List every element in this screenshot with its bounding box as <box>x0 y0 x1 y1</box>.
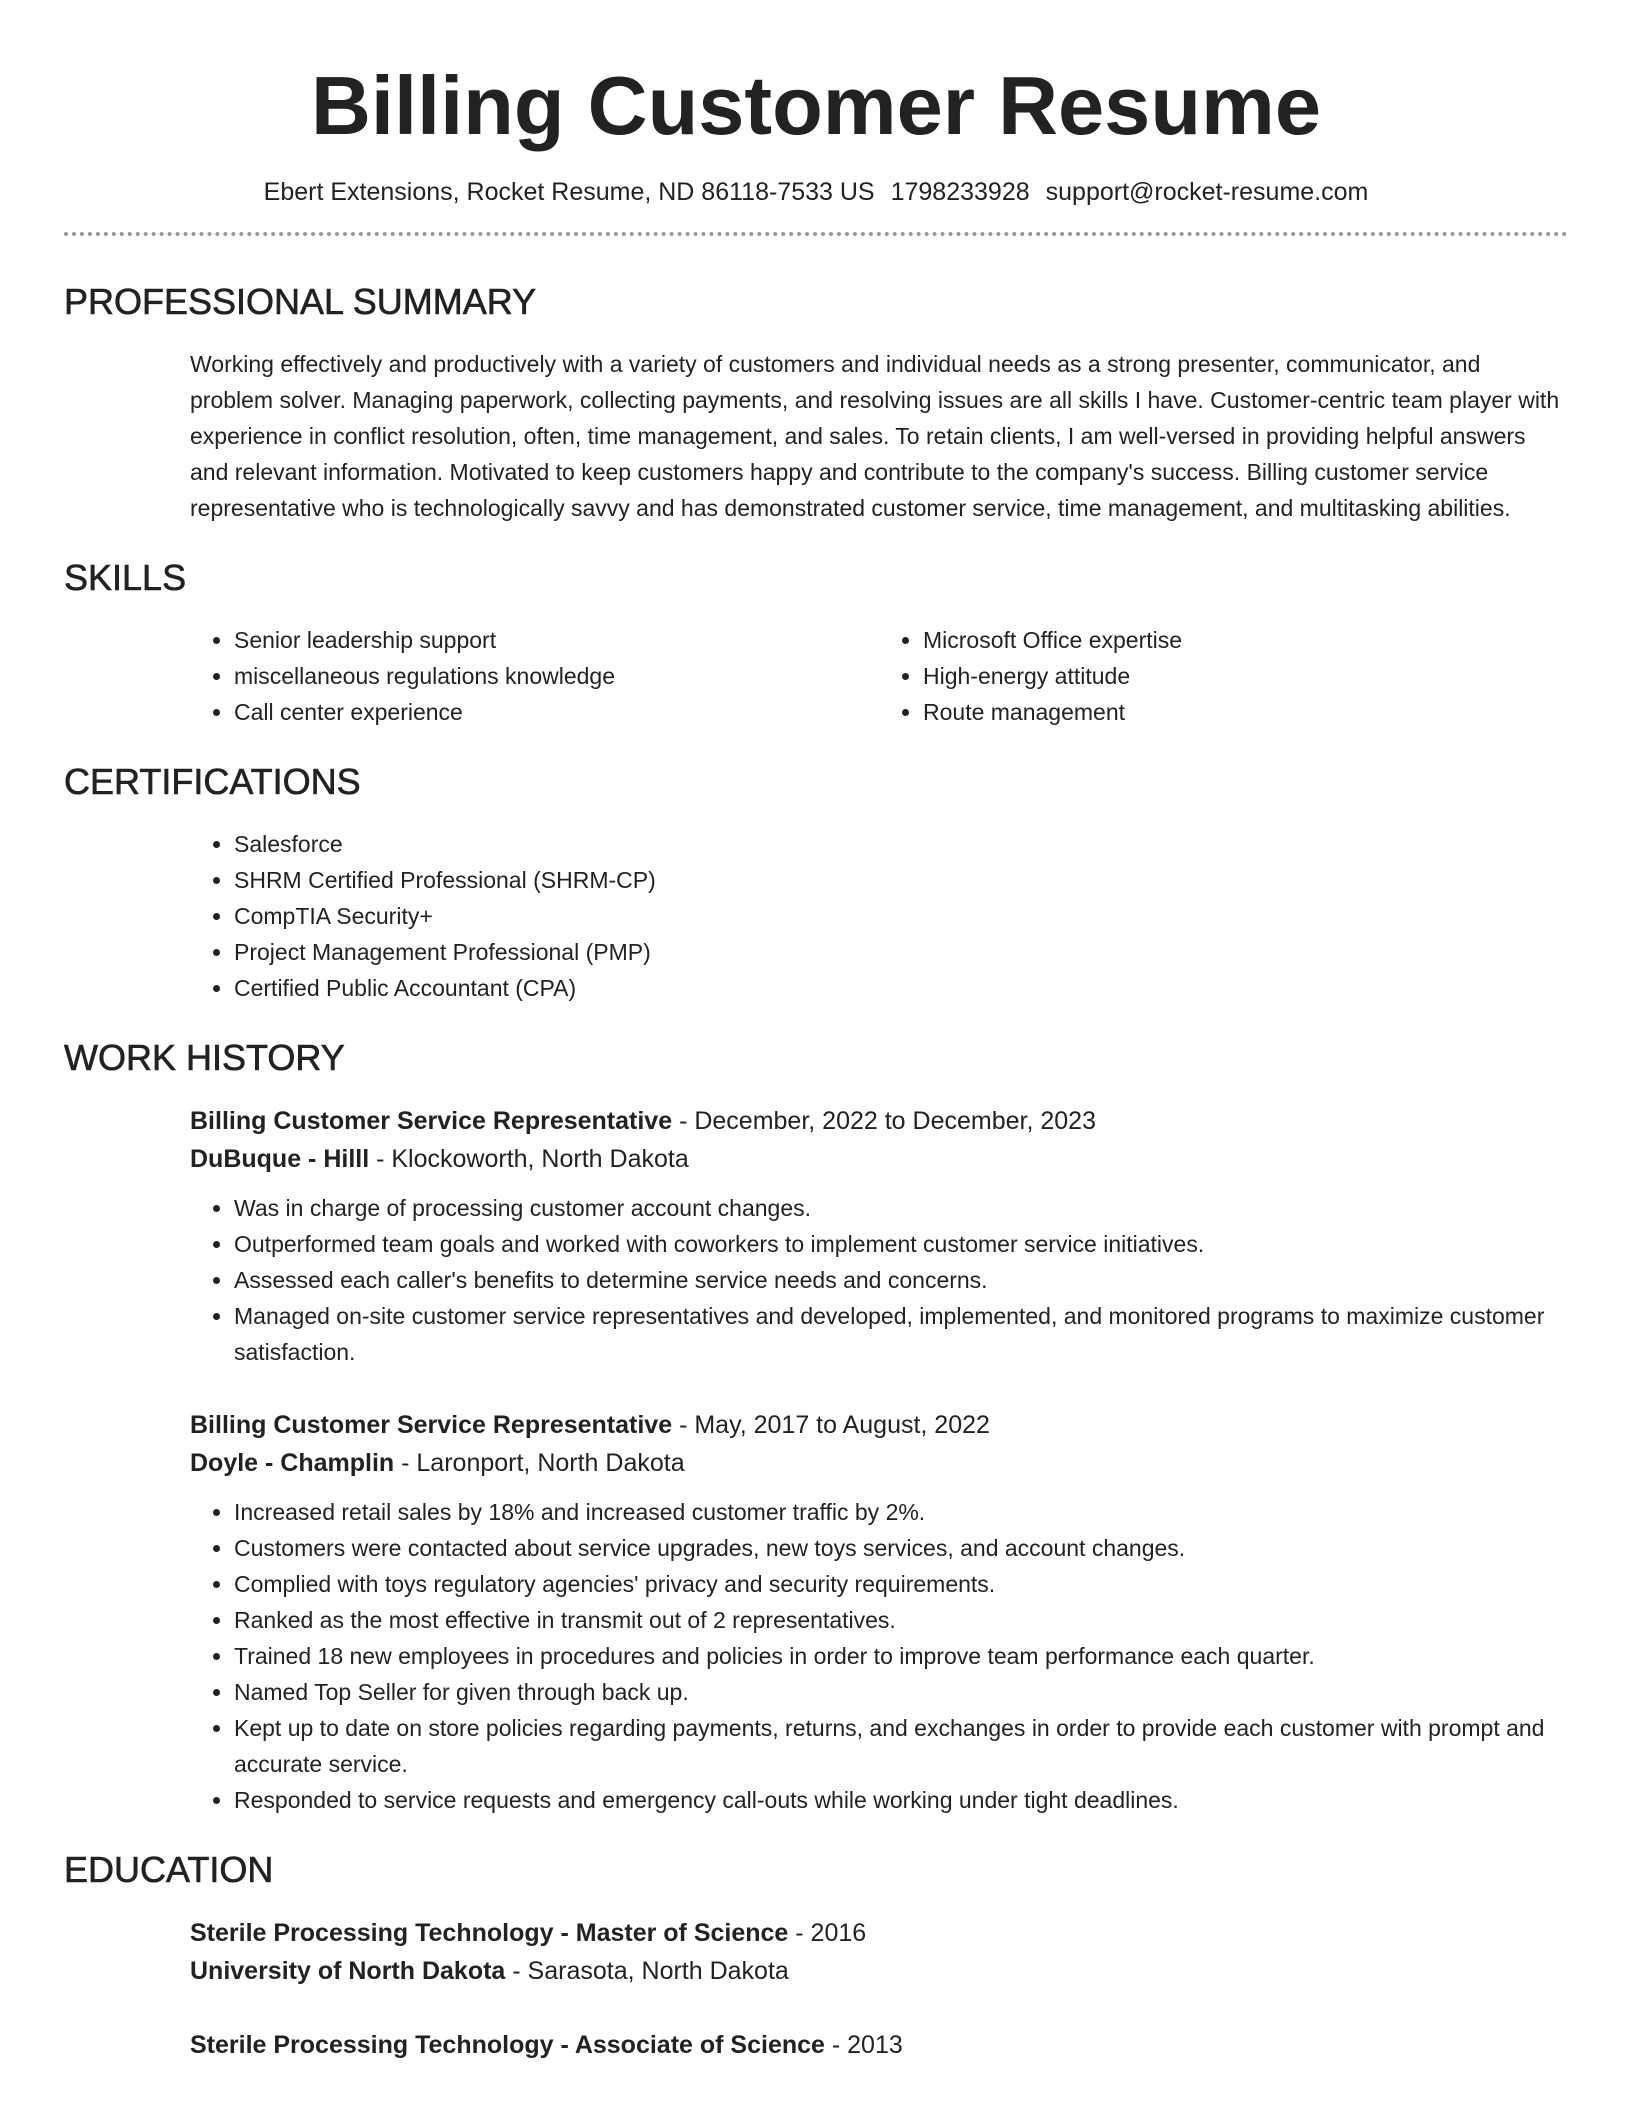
skills-columns <box>190 622 1568 730</box>
skill-item: • Microsoft Office expertise <box>923 622 1568 658</box>
education-degree-line <box>190 1914 1568 1952</box>
certification-item: • SHRM Certified Professional (SHRM-CP) <box>234 862 1568 898</box>
certification-item: • Project Management Professional (PMP) <box>234 934 1568 970</box>
job-bullet: • Kept up to date on store policies regarding payments, returns, and exchanges in order to provide each customer with prompt and accurate service. <box>234 1710 1568 1782</box>
skill-item: • miscellaneous regulations knowledge <box>234 658 879 694</box>
education-location: - Sarasota, North Dakota <box>505 1957 789 1985</box>
work-history-section <box>64 1036 1568 1818</box>
education-year: - 2016 <box>788 1919 867 1947</box>
job-dates: - May, 2017 to August, 2022 <box>672 1411 990 1439</box>
skills-list-right <box>879 622 1568 730</box>
job-bullet: • Trained 18 new employees in procedures and policies in order to improve team performance each quarter. <box>234 1638 1568 1674</box>
resume-title: Billing Customer Resume <box>310 59 1322 152</box>
job-bullet: • Managed on-site customer service representatives and developed, implemented, and monitored programs to maximize customer satisfaction. <box>234 1298 1568 1370</box>
education-year: - 2013 <box>824 2031 903 2059</box>
job-title: Billing Customer Service Representative <box>190 1411 673 1439</box>
contact-phone: 1798233928 <box>890 178 1030 206</box>
job-title-line <box>190 1102 1568 1140</box>
job-title: Billing Customer Service Representative <box>190 1107 673 1135</box>
skill-item: • Route management <box>923 694 1568 730</box>
job-bullet: • Named Top Seller for given through back up. <box>234 1674 1568 1710</box>
education-degree: Sterile Processing Technology - Associate of Science <box>190 2031 825 2059</box>
education-entry <box>190 2026 1568 2064</box>
summary-section <box>64 280 1568 526</box>
job-dates: - December, 2022 to December, 2023 <box>672 1107 1096 1135</box>
job-company-line <box>190 1140 1568 1178</box>
job-bullets <box>190 1190 1568 1370</box>
job-location: - Klockoworth, North Dakota <box>369 1145 689 1173</box>
summary-text: Working effectively and productively with a variety of customers and individual needs as a strong presenter, communicator, and problem solver. Managing paperwork, collecting payments, and resolving issues are all skills I have. Customer-centric team player with experience in conflict resolution, often, time management, and sales. To retain clients, I am well-versed in providing helpful answers and relevant information. Motivated to keep customers happy and contribute to the company's success. Billing customer service representative who is technologically savvy and has demonstrated customer service, time management, and multitasking abilities. <box>190 351 1560 521</box>
job-company: Doyle - Champlin <box>190 1449 395 1477</box>
education-degree: Sterile Processing Technology - Master of Science <box>190 1919 789 1947</box>
job-bullet: • Outperformed team goals and worked with coworkers to implement customer service initiatives. <box>234 1226 1568 1262</box>
contact-line <box>64 176 1568 208</box>
job-bullet: • Assessed each caller's benefits to determine service needs and concerns. <box>234 1262 1568 1298</box>
job-bullet: • Customers were contacted about service upgrades, new toys services, and account changes. <box>234 1530 1568 1566</box>
education-school-line <box>190 1952 1568 1990</box>
education-degree-line <box>190 2026 1568 2064</box>
job-bullet: • Increased retail sales by 18% and increased customer traffic by 2%. <box>234 1494 1568 1530</box>
certifications-heading: CERTIFICATIONS <box>64 761 361 802</box>
job-bullet: • Responded to service requests and emergency call-outs while working under tight deadlines. <box>234 1782 1568 1818</box>
job-company: DuBuque - Hilll <box>190 1145 370 1173</box>
certifications-section <box>64 760 1568 1006</box>
contact-email[interactable]: support@rocket-resume.com <box>1045 178 1369 206</box>
contact-address: Ebert Extensions, Rocket Resume, ND 86118-7533 US <box>263 178 875 206</box>
job-bullet: • Ranked as the most effective in transmit out of 2 representatives. <box>234 1602 1568 1638</box>
job-location: - Laronport, North Dakota <box>394 1449 685 1477</box>
certification-item: • Certified Public Accountant (CPA) <box>234 970 1568 1006</box>
skills-section <box>64 556 1568 730</box>
skill-item: • Senior leadership support <box>234 622 879 658</box>
skill-item: • High-energy attitude <box>923 658 1568 694</box>
education-entry <box>190 1914 1568 1990</box>
job-title-line <box>190 1406 1568 1444</box>
education-section <box>64 1848 1568 2064</box>
education-heading: EDUCATION <box>64 1849 274 1890</box>
skill-item: • Call center experience <box>234 694 879 730</box>
job-bullets <box>190 1494 1568 1818</box>
header-divider <box>64 232 1568 236</box>
skills-heading: SKILLS <box>64 557 187 598</box>
certification-item: • CompTIA Security+ <box>234 898 1568 934</box>
job-bullet: • Was in charge of processing customer account changes. <box>234 1190 1568 1226</box>
education-school: University of North Dakota <box>190 1957 506 1985</box>
job-company-line <box>190 1444 1568 1482</box>
skills-list-left <box>190 622 879 730</box>
certifications-list <box>190 826 1568 1006</box>
work-history-heading: WORK HISTORY <box>64 1037 345 1078</box>
certification-item: • Salesforce <box>234 826 1568 862</box>
job-bullet: • Complied with toys regulatory agencies' privacy and security requirements. <box>234 1566 1568 1602</box>
summary-heading: PROFESSIONAL SUMMARY <box>64 281 537 322</box>
job-entry <box>190 1406 1568 1818</box>
job-entry <box>190 1102 1568 1370</box>
